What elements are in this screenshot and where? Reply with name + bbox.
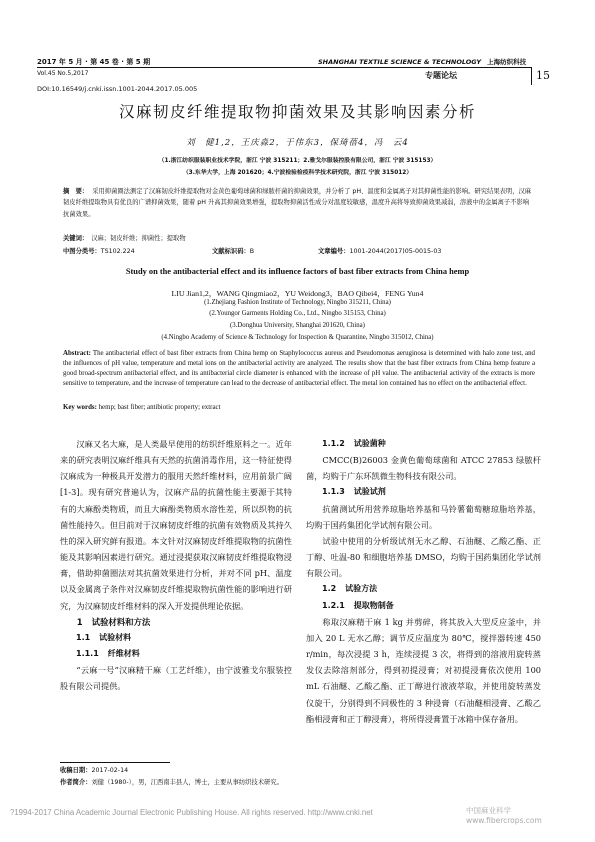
keywords-cn-label: 关键词：	[63, 235, 89, 242]
abstract-en-text: The antibacterial effect of bast fiber extracts from China hemp on Staphylococcus aureus and Pseudomonas aeruginosa is determined with halo zone test, and the influences of pH value, temperature and metal ions on the antibacterial activity are analyzed. The results show that the bast fiber extracts from China hemp feature a good broad-spectrum antibacterial effect, and its antibacterial circle diameter is enhanced with the increase of pH value. The antibacterial activity of the extracts is more sensitive to temperature, and the increase of temperature can lead to the decrease of antibacterial effect. The metal ion contained has no effect on the antibacterial effect.	[63, 350, 535, 388]
abstract-en-label: Abstract:	[63, 350, 91, 357]
section-number: 1	[76, 616, 83, 627]
subsubsection-heading	[60, 646, 292, 662]
article-number	[318, 246, 441, 255]
clc-number	[63, 246, 135, 255]
keywords-en-label: Key words:	[63, 404, 97, 411]
author-bio-label: 作者简介：	[60, 779, 92, 786]
site-watermark	[466, 806, 542, 826]
subsubsection-number: 1.2.1	[322, 600, 345, 610]
subsection-title: 试验方法	[345, 584, 378, 594]
reagent-paragraph-1: 抗菌测试所用营养琼脂培养基和马铃薯葡萄糖琼脂培养基，均购于国药集团化学试剂有限公司。	[306, 503, 541, 530]
title-cn: 汉麻韧皮纤维提取物抑菌效果及其影响因素分析	[118, 103, 476, 121]
doc-code-label: 文献标识码：	[212, 248, 250, 255]
body-left-column	[60, 436, 292, 695]
authors-cn: 刘 健1,2，王庆淼2，于伟东3，保琦蓓4，冯 云4	[186, 138, 409, 148]
fiber-material-paragraph: “云麻一号”汉麻精干麻（工艺纤维），由宁波雅戈尔服装控股有限公司提供。	[60, 665, 292, 692]
page-number: 15	[536, 69, 550, 82]
clc-label: 中图分类号：	[63, 248, 101, 255]
affiliation-cn-2: （3.东华大学，上海 201620；4.宁波检验检疫科学技术研究院，浙江 宁波 315012）	[182, 170, 413, 176]
section-heading	[60, 614, 292, 630]
footnote-received	[60, 766, 300, 776]
subsubsection-title: 试验菌种	[353, 439, 386, 448]
abstract-cn	[63, 186, 533, 220]
keywords-en-text: hemp; bast fiber; antibiotic property; extract	[98, 404, 221, 411]
footnote-author	[60, 778, 300, 788]
subsection-number: 1.1	[76, 632, 91, 642]
article-number-label: 文章编号：	[318, 248, 350, 255]
affiliation-en-4: (4.Ningbo Academy of Science & Technology for Inspection & Quarantine, Ningbo 315012, China)	[161, 334, 434, 341]
received-value: 2017-02-14	[91, 767, 129, 774]
keywords-en	[63, 404, 221, 411]
title-en: Study on the antibacterial effect and its influence factors of bast fiber extracts from China hemp	[125, 267, 470, 276]
subsubsection-number: 1.1.2	[322, 439, 345, 448]
subsubsection-number: 1.1.3	[322, 487, 345, 497]
doi: DOI:10.16549/j.cnki.issn.1001-2044.2017.05.005	[37, 85, 198, 93]
doc-code-value: B	[249, 248, 255, 255]
keywords-cn-text: 汉麻；韧皮纤维；抑菌性；提取物	[91, 235, 186, 242]
abstract-en	[63, 349, 535, 389]
subsubsection-heading	[306, 436, 541, 452]
journal-name-cn: 上海纺织科技	[487, 58, 527, 66]
subsubsection-title: 纤维材料	[107, 649, 140, 659]
author-bio-value: 刘健（1980-），男，江西南丰县人，博士，主要从事纺织技术研究。	[91, 779, 283, 786]
subsubsection-number: 1.1.1	[76, 649, 99, 659]
reagent-paragraph-2: 试验中使用的分析级试剂无水乙醇、石油醚、乙酸乙酯、正丁醇、吐温-80 和细胞培养基 DMSO，均购于国药集团化学试剂有限公司。	[306, 535, 541, 579]
subsubsection-title: 提取物制备	[353, 600, 394, 610]
subsection-title: 试验材料	[99, 632, 132, 642]
subsection-number: 1.2	[322, 584, 337, 594]
abstract-cn-label: 摘 要：	[63, 188, 89, 195]
subsection-heading	[60, 630, 292, 646]
subsubsection-title: 试验试剂	[353, 487, 386, 497]
volume-en: Vol.45 No.5,2017	[37, 70, 89, 77]
section-title: 试验材料和方法	[91, 616, 151, 627]
affiliation-en-2: (2.Youngor Garments Holding Co., Ltd., Ningbo 315153, China)	[209, 310, 386, 317]
copyright-line: ?1994-2017 China Academic Journal Electronic Publishing House. All rights reserved. http://www.cnki.net	[10, 808, 373, 817]
received-label: 收稿日期：	[60, 767, 92, 774]
watermark-line-2: www.fibercrops.com	[466, 816, 542, 825]
journal-name-en: SHANGHAI TEXTILE SCIENCE & TECHNOLOGY	[318, 58, 482, 66]
subsubsection-heading	[306, 598, 541, 614]
abstract-cn-text: 采用抑菌圈法测定了汉麻韧皮纤维提取物对金黄色葡萄球菌和绿脓杆菌的抑菌效果，并分析了 pH、温度和金属离子对其抑菌性能的影响。研究结果表明，汉麻韧皮纤维提取物具有优良的广谱抑菌效果，随着 pH 升高其抑菌效果增强，提取物抑菌活性成分对温度较敏感，温度升高将导致抑菌效果减弱，溶液中的金属离子不影响抗菌效果。	[63, 188, 532, 218]
document-code	[212, 246, 254, 255]
footnote-rule	[60, 762, 170, 763]
authors-en: LIU Jian1,2，WANG Qingmiao2，YU Weidong3，BAO Qibei4，FENG Yun4	[171, 289, 424, 298]
affiliation-en-3: (3.Donghua University, Shanghai 201620, China)	[230, 322, 365, 329]
body-right-column	[306, 436, 541, 727]
affiliation-en-1: (1.Zhejiang Fashion Institute of Technology, Ningbo 315211, China)	[204, 299, 391, 306]
keywords-cn	[63, 233, 186, 242]
journal-name	[318, 57, 526, 66]
journal-issue-cn: 2017 年 5 月 · 第 45 卷 · 第 5 期	[37, 58, 151, 66]
subsubsection-heading	[306, 484, 541, 500]
article-number-value: 1001-2044(2017)05-0015-03	[349, 248, 442, 255]
page-number-divider	[531, 67, 532, 85]
clc-value: TS102.224	[100, 248, 135, 255]
column-label: 专题论坛	[425, 70, 457, 80]
subsection-heading	[306, 581, 541, 597]
header-rule	[37, 67, 532, 68]
affiliation-cn-1: （1.浙江纺织服装职业技术学院，浙江 宁波 315211；2.雅戈尔服装控股有限公司，浙江 宁波 315153）	[158, 158, 437, 164]
watermark-line-1: 中国麻业科学	[466, 806, 511, 815]
intro-paragraph: 汉麻又名大麻，是人类最早使用的纺织纤维原料之一。近年来的研究表明汉麻纤维具有天然的抗菌消毒作用，这一特征使得汉麻成为一种极具开发潜力的服用天然纤维材料，应用前景广阔[1-3]。现有研究普遍认为，汉麻产品的抗菌性能主要源于其特有的大麻酚类物质，而且大麻酚类物质水溶性差，所以织物的抗菌性能持久。但目前对于汉麻韧皮纤维的抗菌有效物质及其持久性的深入研究鲜有报道。本文针对汉麻韧皮纤维提取物的抗菌性能及其影响因素进行研究。通过浸提获取汉麻韧皮纤维提取物浸膏，借助抑菌圈法对其抗菌效果进行分析，并对不同 pH、温度以及金属离子条件对汉麻韧皮纤维提取物抗菌性能的影响进行研究，为汉麻韧皮纤维材料的深入开发提供理论依据。	[60, 439, 292, 611]
extract-prep-paragraph: 称取汉麻精干麻 1 kg 并剪碎，将其放入大型反应釜中，并加入 20 L 无水乙醇；调节反应温度为 80℃，搅拌器转速 450 r/min，每次浸提 3 h，连续浸提 3 次，将得到的溶液用旋转蒸发仪去除溶剂部分，得到初提浸膏；对初提浸膏依次使用 100 mL 石油醚、乙酸乙酯、正丁醇进行液液萃取，并使用旋转蒸发仪旋干，分别得到不同极性的 3 种浸膏（石油醚相浸膏、乙酸乙酯相浸膏和正丁醇浸膏），将所得浸膏置于冰箱中保存备用。	[306, 616, 541, 724]
strain-paragraph: CMCC(B)26003 金黄色葡萄球菌和 ATCC 27853 绿脓杆菌，均购于广东环凯微生物科技有限公司。	[306, 455, 541, 482]
